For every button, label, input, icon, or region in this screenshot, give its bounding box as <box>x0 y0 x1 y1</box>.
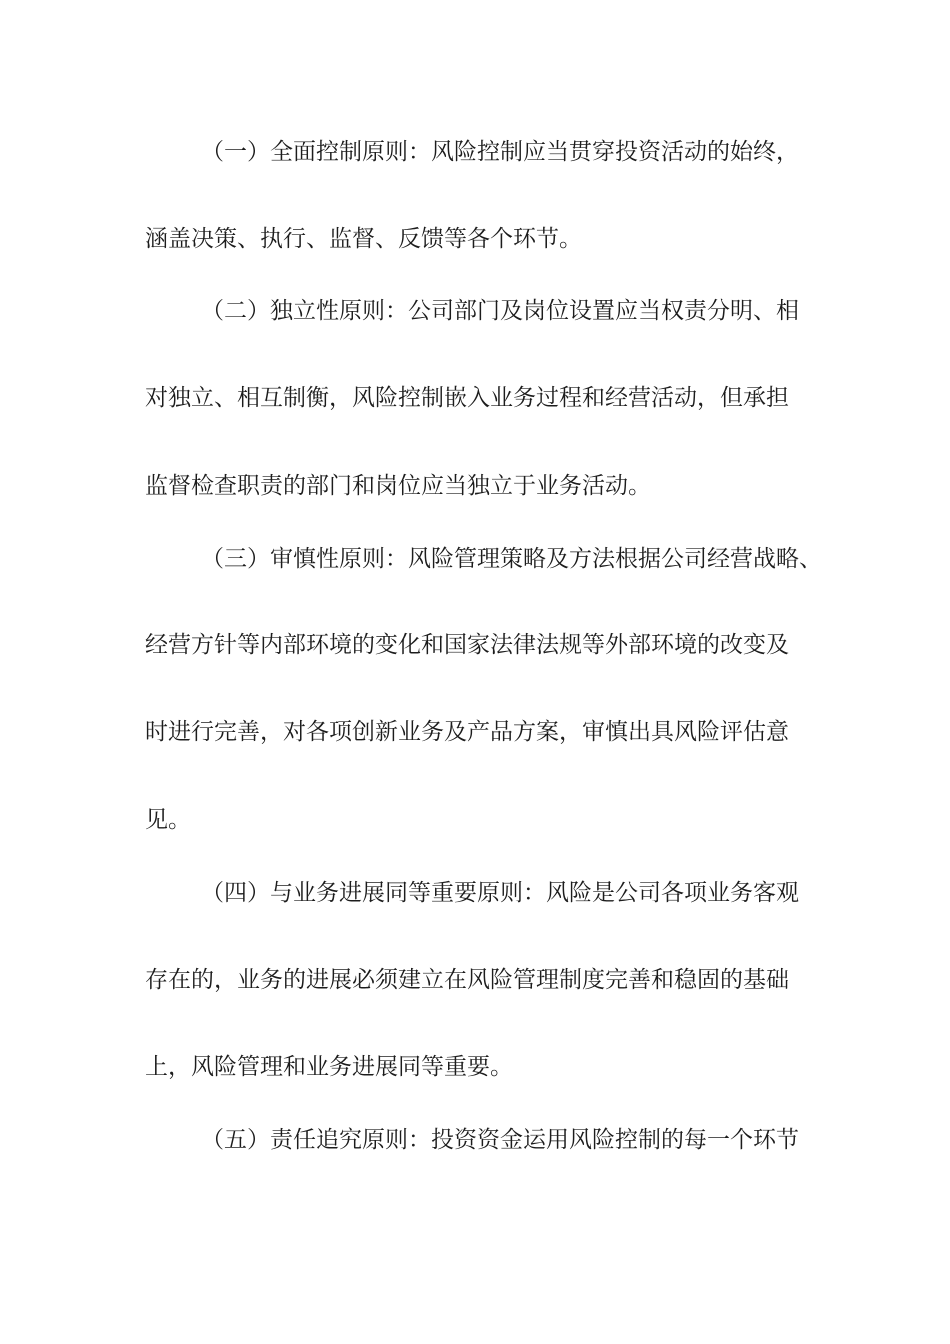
paragraph-4-line-3: 上，风险管理和业务进展同等重要。 <box>145 1054 513 1080</box>
paragraph-3-line-1: （三）审慎性原则：风险管理策略及方法根据公司经营战略、 <box>201 546 822 572</box>
paragraph-4-line-2: 存在的，业务的进展必须建立在风险管理制度完善和稳固的基础 <box>145 967 789 993</box>
paragraph-2-line-1: （二）独立性原则：公司部门及岗位设置应当权责分明、相 <box>201 298 799 324</box>
paragraph-5-line-1: （五）责任追究原则：投资资金运用风险控制的每一个环节 <box>201 1127 799 1153</box>
paragraph-1-line-1: （一）全面控制原则：风险控制应当贯穿投资活动的始终， <box>201 139 799 165</box>
paragraph-2-line-3: 监督检查职责的部门和岗位应当独立于业务活动。 <box>145 473 651 499</box>
paragraph-3-line-2: 经营方针等内部环境的变化和国家法律法规等外部环境的改变及 <box>145 632 789 658</box>
paragraph-3-line-4: 见。 <box>145 807 191 833</box>
paragraph-1-line-2: 涵盖决策、执行、监督、反馈等各个环节。 <box>145 226 582 252</box>
paragraph-4-line-1: （四）与业务进展同等重要原则：风险是公司各项业务客观 <box>201 880 799 906</box>
paragraph-2-line-2: 对独立、相互制衡，风险控制嵌入业务过程和经营活动，但承担 <box>145 385 789 411</box>
paragraph-3-line-3: 时进行完善，对各项创新业务及产品方案，审慎出具风险评估意 <box>145 719 789 745</box>
